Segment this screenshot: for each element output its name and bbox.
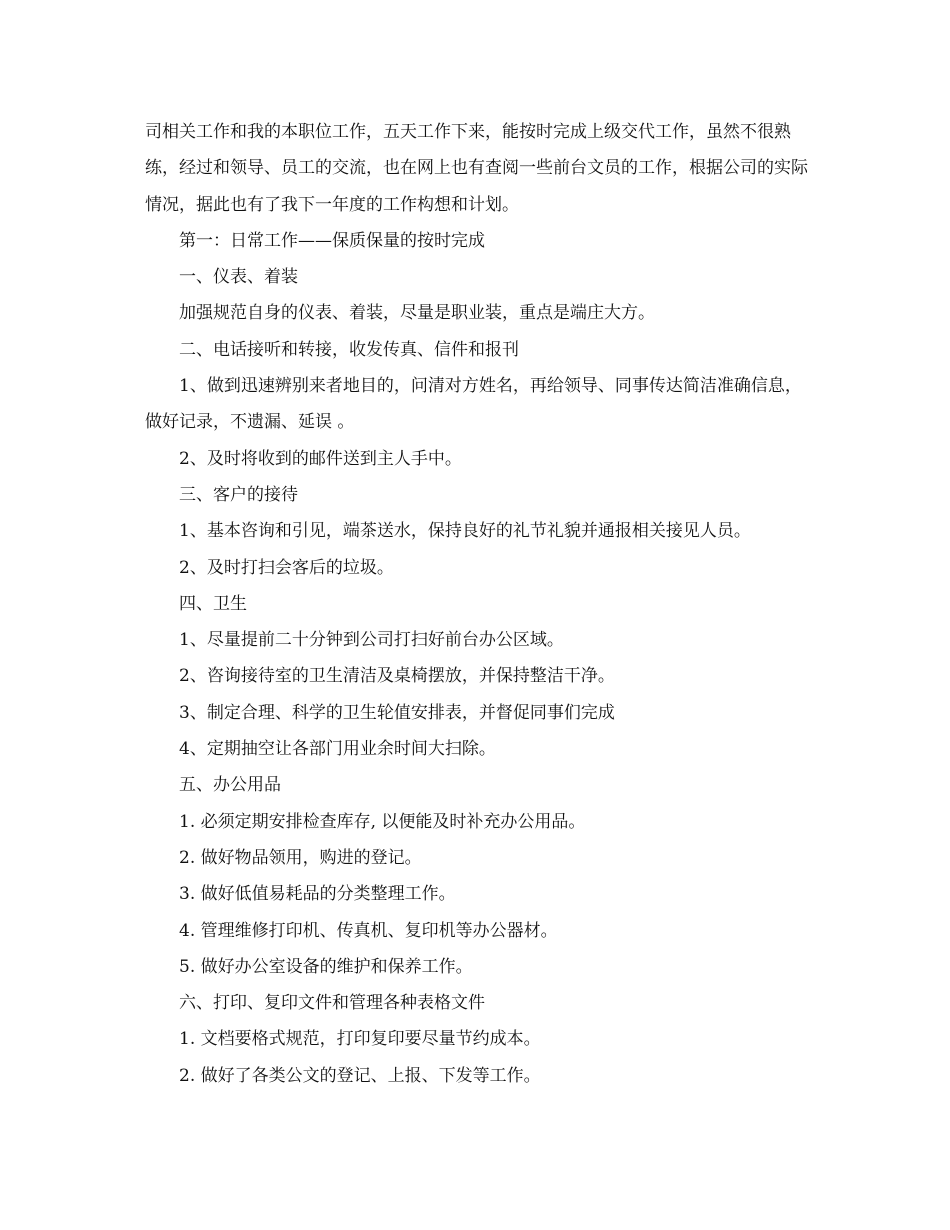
list-item: 5. 做好办公室设备的维护和保养工作。 (179, 956, 473, 977)
subsection-heading: 四、卫生 (179, 593, 247, 614)
list-item: 2. 做好物品领用，购进的登记。 (179, 847, 422, 868)
body-paragraph: 司相关工作和我的本职位工作，五天工作下来，能按时完成上级交代工作，虽然不很熟练，经过和领导、员工的交流，也在网上也有查阅一些前台文员的工作，根据公司的实际情况，据此也有了我下一年度的工作构想和计划。 (145, 122, 808, 215)
list-item: 1. 文档要格式规范，打印复印要尽量节约成本。 (179, 1029, 541, 1050)
list-item: 2、咨询接待室的卫生清洁及桌椅摆放，并保持整洁干净。 (179, 666, 615, 687)
list-item: 4. 管理维修打印机、传真机、复印机等办公器材。 (179, 920, 558, 941)
list-item: 1、基本咨询和引见，端茶送水，保持良好的礼节礼貌并通报相关接见人员。 (179, 521, 751, 542)
subsection-heading: 一、仪表、着装 (179, 267, 298, 288)
list-item: 2. 做好了各类公文的登记、上报、下发等工作。 (179, 1065, 541, 1086)
list-item: 4、定期抽空让各部门用业余时间大扫除。 (179, 739, 496, 760)
list-item: 1、做到迅速辨别来者地目的，问清对方姓名，再给领导、同事传达简洁准确信息，做好记录，不遗漏、延误 。 (145, 376, 802, 433)
list-item: 3、制定合理、科学的卫生轮值安排表，并督促同事们完成 (179, 702, 615, 723)
section-heading: 第一：日常工作——保质保量的按时完成 (179, 230, 485, 251)
document-body (145, 114, 813, 1094)
subsection-heading: 三、客户的接待 (179, 484, 298, 505)
list-item: 2、及时打扫会客后的垃圾。 (179, 557, 394, 578)
subsection-heading: 五、办公用品 (179, 775, 281, 796)
subsection-heading: 六、打印、复印文件和管理各种表格文件 (179, 993, 485, 1014)
list-item: 1. 必须定期安排检查库存, 以便能及时补充办公用品。 (179, 811, 586, 832)
list-item: 1、尽量提前二十分钟到公司打扫好前台办公区域。 (179, 630, 564, 651)
list-item: 3. 做好低值易耗品的分类整理工作。 (179, 884, 456, 905)
subsection-heading: 二、电话接听和转接，收发传真、信件和报刊 (179, 339, 519, 360)
list-item: 2、及时将收到的邮件送到主人手中。 (179, 448, 462, 469)
body-paragraph: 加强规范自身的仪表、着装，尽量是职业装，重点是端庄大方。 (179, 303, 655, 324)
